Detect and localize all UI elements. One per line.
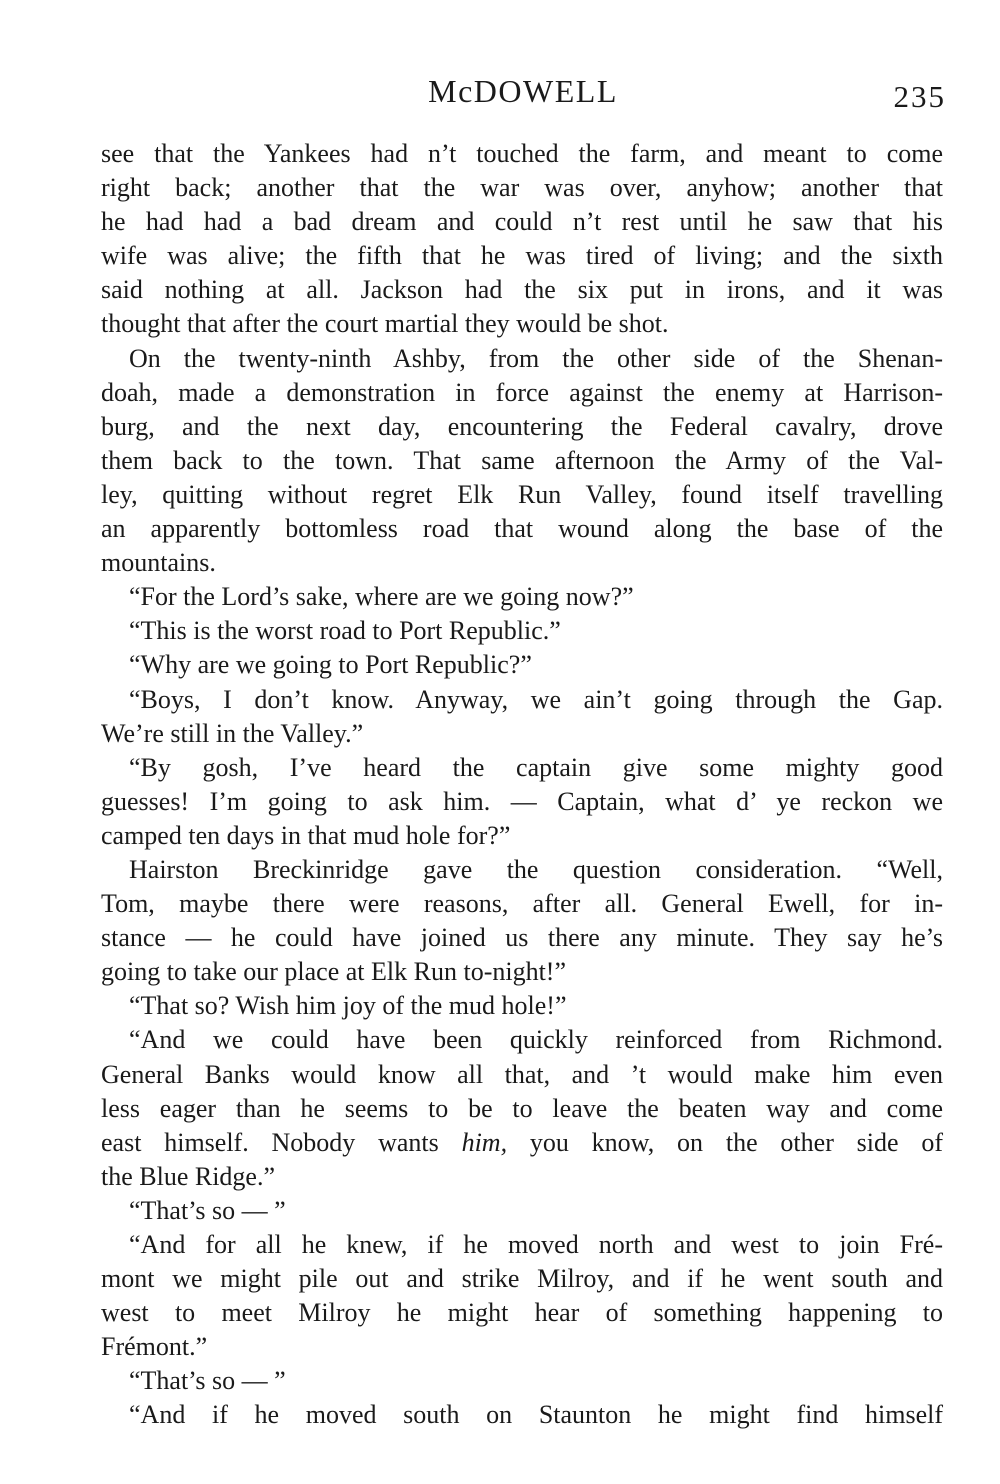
text-line: an apparently bottomless road that wound along the base of the bbox=[101, 514, 943, 544]
text-line: Frémont.” bbox=[101, 1332, 208, 1362]
text-line: “For the Lord’s sake, where are we going now?” bbox=[129, 582, 634, 612]
text-line: burg, and the next day, encountering the Federal cavalry, drove bbox=[101, 411, 943, 441]
text-line: thought that after the court martial they would be shot. bbox=[101, 309, 669, 339]
text-line: “That’s so — ” bbox=[129, 1366, 286, 1396]
chapter-title: McDOWELL bbox=[428, 73, 618, 109]
text-segment: you know, on the other side of bbox=[507, 1127, 943, 1157]
text-line: doah, made a demonstration in force against the enemy at Harrison- bbox=[101, 377, 943, 407]
text-line: see that the Yankees had n’t touched the farm, and meant to come bbox=[101, 139, 943, 168]
text-line: said nothing at all. Jackson had the six put in irons, and it was bbox=[101, 275, 943, 305]
text-line: he had had a bad dream and could n’t rest until he saw that his bbox=[101, 207, 943, 237]
text-line: less eager than he seems to be to leave the beaten way and come bbox=[101, 1093, 943, 1123]
text-line: guesses! I’m going to ask him. — Captain, what d’ ye reckon we bbox=[101, 786, 943, 816]
text-line: going to take our place at Elk Run to-night!” bbox=[101, 957, 566, 987]
text-line: right back; another that the war was over, anyhow; another that bbox=[101, 173, 943, 203]
text-line: “That’s so — ” bbox=[129, 1195, 286, 1225]
text-line: Tom, maybe there were reasons, after all. General Ewell, for in- bbox=[101, 889, 943, 919]
text-line: “By gosh, I’ve heard the captain give some mighty good bbox=[129, 752, 943, 782]
text-line: “That so? Wish him joy of the mud hole!” bbox=[129, 991, 567, 1021]
text-line: mont we might pile out and strike Milroy, and if he went south and bbox=[101, 1264, 943, 1294]
text-line: On the twenty-ninth Ashby, from the other side of the Shenan- bbox=[129, 343, 943, 373]
text-line: mountains. bbox=[101, 548, 216, 578]
text-line: “This is the worst road to Port Republic.” bbox=[129, 616, 561, 646]
text-line: ley, quitting without regret Elk Run Valley, found itself travelling bbox=[101, 479, 943, 509]
text-segment: east himself. Nobody wants bbox=[101, 1127, 462, 1157]
text-line: “And we could have been quickly reinforced from Richmond. bbox=[129, 1025, 943, 1055]
page-number: 235 bbox=[893, 79, 946, 114]
text-line: the Blue Ridge.” bbox=[101, 1161, 276, 1191]
text-line: General Banks would know all that, and ’t would make him even bbox=[101, 1059, 943, 1089]
text-line: “And if he moved south on Staunton he might find himself bbox=[129, 1400, 943, 1430]
running-head bbox=[100, 70, 946, 114]
text-line: We’re still in the Valley.” bbox=[101, 718, 364, 748]
text-line: west to meet Milroy he might hear of something happening to bbox=[101, 1298, 943, 1328]
text-line: “And for all he knew, if he moved north and west to join Fré- bbox=[129, 1230, 943, 1259]
emphasized-word: him, bbox=[461, 1127, 508, 1157]
text-line: them back to the town. That same afternoon the Army of the Val- bbox=[101, 445, 943, 475]
text-line: stance — he could have joined us there any minute. They say he’s bbox=[101, 923, 943, 953]
body-text bbox=[101, 137, 943, 1433]
text-line: “Why are we going to Port Republic?” bbox=[129, 650, 532, 680]
text-line bbox=[101, 1126, 943, 1160]
text-line: wife was alive; the fifth that he was tired of living; and the sixth bbox=[101, 241, 943, 271]
text-line: “Boys, I don’t know. Anyway, we ain’t going through the Gap. bbox=[129, 684, 943, 714]
text-line: camped ten days in that mud hole for?” bbox=[101, 820, 511, 850]
text-line: Hairston Breckinridge gave the question consideration. “Well, bbox=[129, 854, 943, 884]
